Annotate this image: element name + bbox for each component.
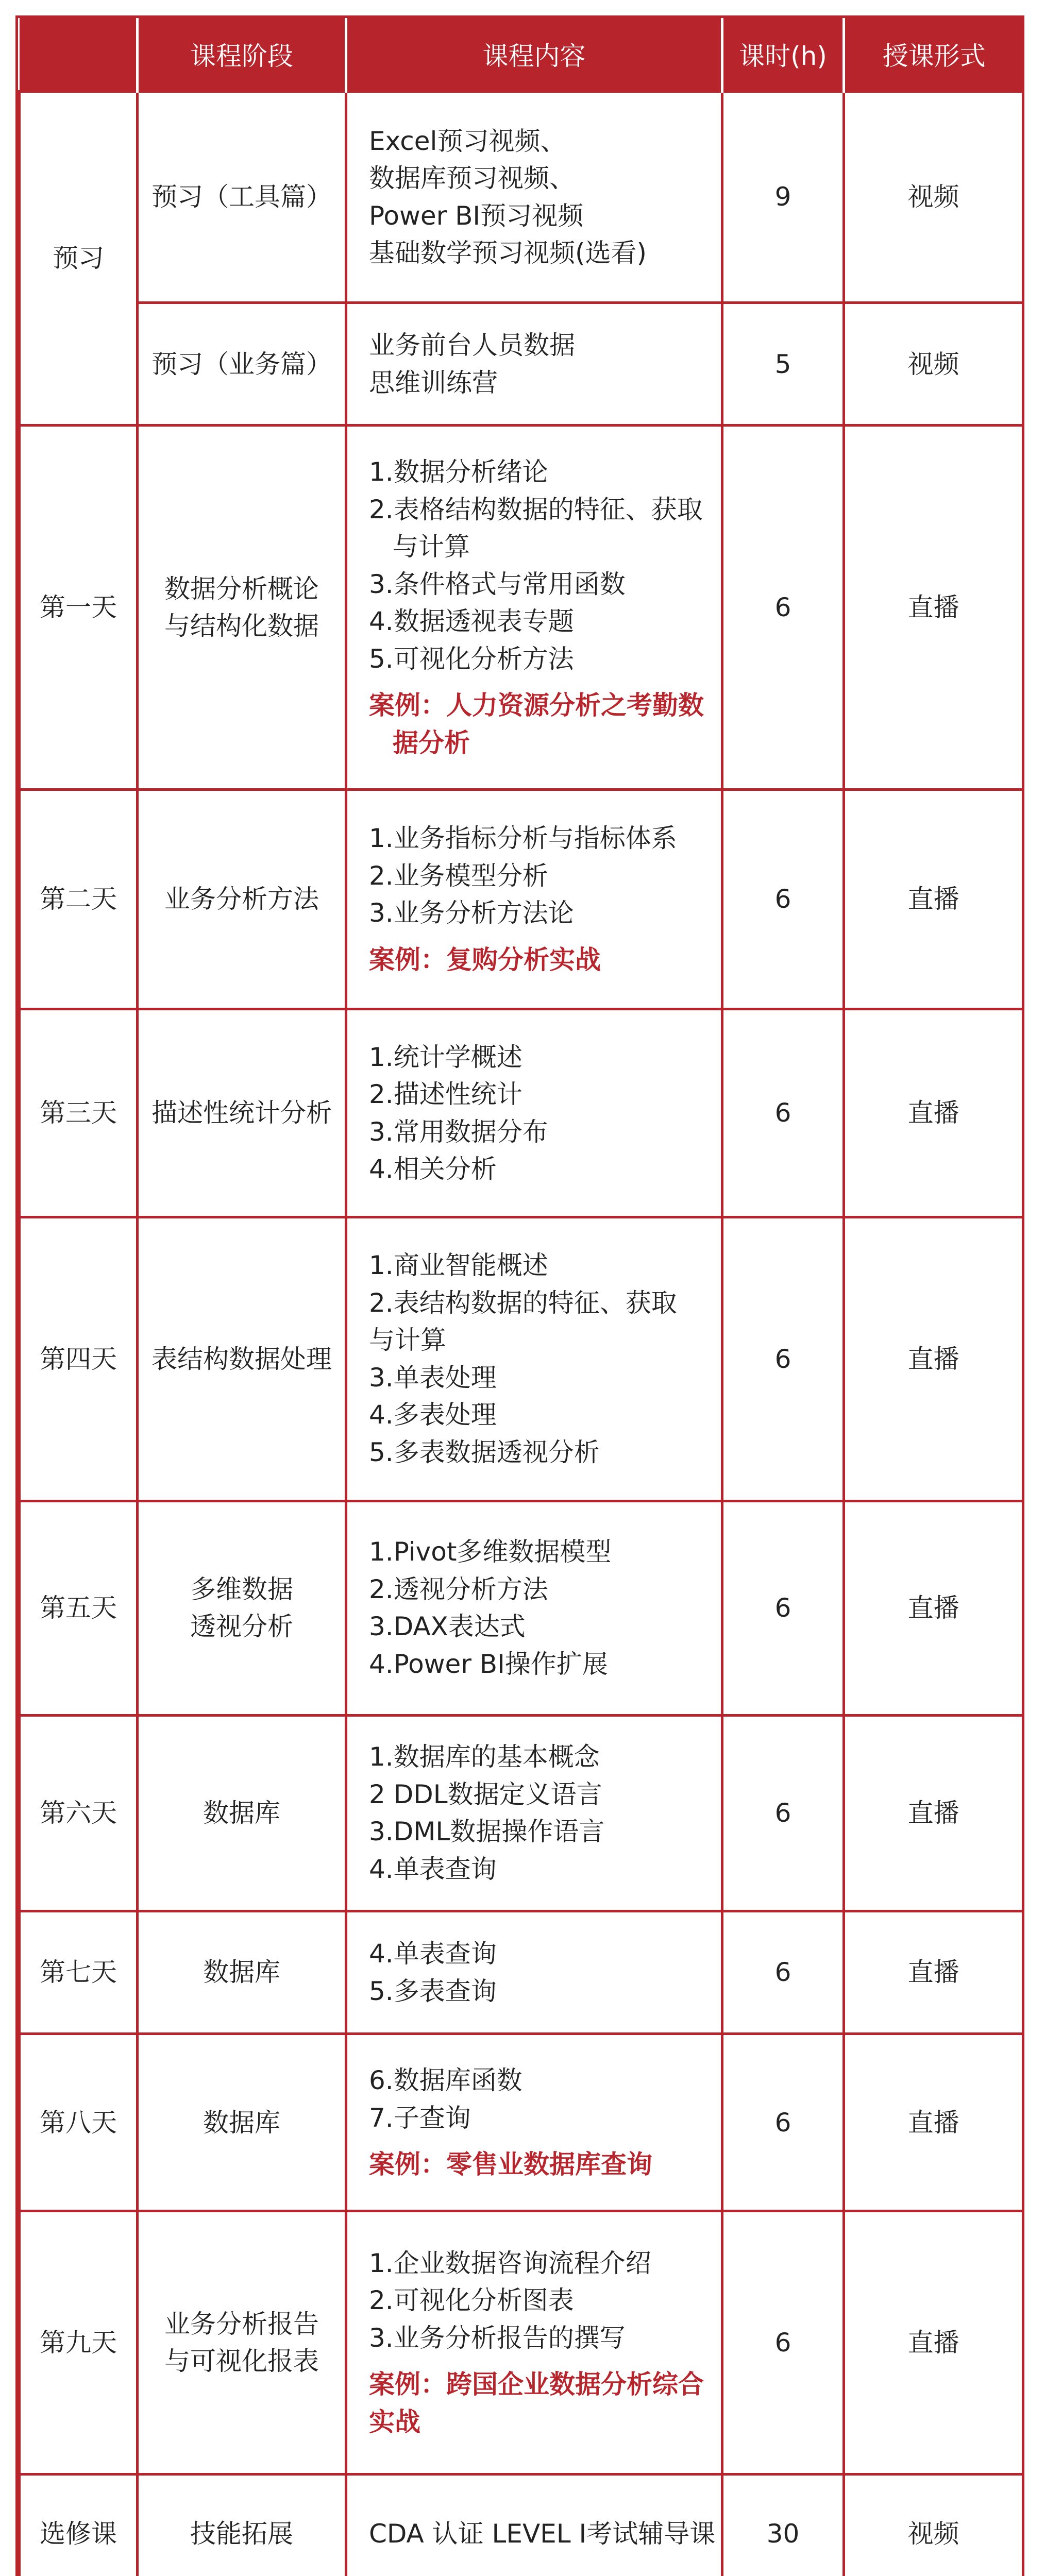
table-row bbox=[20, 789, 1023, 1009]
course-schedule bbox=[15, 15, 1024, 2576]
content-cell bbox=[346, 2034, 722, 2211]
content-line: 2.表格结构数据的特征、获取 bbox=[369, 494, 703, 524]
content-line: 2.透视分析方法 bbox=[369, 1574, 548, 1604]
day-cell: 第二天 bbox=[20, 789, 138, 1009]
content-cell bbox=[346, 1009, 722, 1217]
stage-cell bbox=[138, 1501, 346, 1715]
content-line: 1.业务指标分析与指标体系 bbox=[369, 823, 677, 854]
case-study bbox=[369, 687, 714, 761]
content-line: 4.Power BI操作扩展 bbox=[369, 1649, 608, 1679]
content-line: 2.表结构数据的特征、获取 bbox=[369, 1287, 677, 1318]
stage-cell: 预习（业务篇） bbox=[138, 303, 346, 426]
table-row bbox=[20, 1009, 1023, 1217]
hours-cell: 30 bbox=[722, 2474, 844, 2576]
stage-cell: 描述性统计分析 bbox=[138, 1009, 346, 1217]
day-cell: 第八天 bbox=[20, 2034, 138, 2211]
hours-cell: 5 bbox=[722, 303, 844, 426]
table-row bbox=[20, 2211, 1023, 2474]
format-cell: 视频 bbox=[844, 2474, 1023, 2576]
case-line: 案例：零售业数据库查询 bbox=[369, 2149, 652, 2180]
day-cell: 选修课 bbox=[20, 2474, 138, 2576]
content-line: 1.Pivot多维数据模型 bbox=[369, 1537, 612, 1567]
content-line: 1.数据分析绪论 bbox=[369, 457, 548, 487]
content-line: 基础数学预习视频(选看) bbox=[369, 238, 647, 268]
header-hours: 课时(h) bbox=[722, 18, 844, 92]
format-cell: 直播 bbox=[844, 789, 1023, 1009]
format-cell: 直播 bbox=[844, 2211, 1023, 2474]
hours-cell: 6 bbox=[722, 1009, 844, 1217]
content-line: 3.DAX表达式 bbox=[369, 1612, 526, 1642]
content-line: 3.常用数据分布 bbox=[369, 1116, 548, 1147]
table-row bbox=[20, 1217, 1023, 1501]
table-row bbox=[20, 1911, 1023, 2034]
stage-cell: 业务分析方法 bbox=[138, 789, 346, 1009]
content-line: Excel预习视频、 bbox=[369, 126, 566, 156]
stage-cell: 数据库 bbox=[138, 1715, 346, 1911]
table-row bbox=[20, 2474, 1023, 2576]
day-cell: 第七天 bbox=[20, 1911, 138, 2034]
header-stage: 课程阶段 bbox=[138, 18, 346, 92]
hours-cell: 6 bbox=[722, 1715, 844, 1911]
hours-cell: 6 bbox=[722, 426, 844, 789]
content-cell bbox=[346, 789, 722, 1009]
case-line: 案例：跨国企业数据分析综合 bbox=[369, 2369, 704, 2400]
content-line: CDA 认证 LEVEL I考试辅导课 bbox=[369, 2519, 716, 2549]
content-line: 6.数据库函数 bbox=[369, 2065, 522, 2096]
table-row bbox=[20, 426, 1023, 789]
hours-cell: 6 bbox=[722, 1501, 844, 1715]
hours-cell: 6 bbox=[722, 1911, 844, 2034]
header-row bbox=[20, 18, 1023, 92]
day-cell: 第一天 bbox=[20, 426, 138, 789]
content-line: 1.企业数据咨询流程介绍 bbox=[369, 2248, 651, 2278]
hours-cell: 6 bbox=[722, 789, 844, 1009]
format-cell: 直播 bbox=[844, 1911, 1023, 2034]
content-line: 2.可视化分析图表 bbox=[369, 2285, 574, 2316]
content-line: 3.条件格式与常用函数 bbox=[369, 569, 626, 599]
content-line: 4.相关分析 bbox=[369, 1154, 497, 1184]
header-content: 课程内容 bbox=[346, 18, 722, 92]
content-line: 思维训练营 bbox=[369, 367, 498, 398]
day-cell: 第五天 bbox=[20, 1501, 138, 1715]
course-table bbox=[18, 18, 1024, 2576]
case-study bbox=[369, 941, 714, 979]
content-line: 与计算 bbox=[369, 1325, 446, 1355]
stage-line: 与结构化数据 bbox=[164, 611, 319, 641]
content-line: 4.数据透视表专题 bbox=[369, 606, 574, 637]
case-line: 据分析 bbox=[393, 727, 470, 758]
case-line: 实战 bbox=[369, 2406, 420, 2437]
content-line: 2 DDL数据定义语言 bbox=[369, 1779, 602, 1809]
stage-line: 数据分析概论 bbox=[164, 573, 319, 604]
format-cell: 直播 bbox=[844, 426, 1023, 789]
stage-cell: 数据库 bbox=[138, 2034, 346, 2211]
content-line: 5.多表数据透视分析 bbox=[369, 1437, 600, 1467]
header-day bbox=[20, 18, 138, 92]
table-row bbox=[20, 303, 1023, 426]
content-cell bbox=[346, 1217, 722, 1501]
format-cell: 直播 bbox=[844, 1009, 1023, 1217]
format-cell: 直播 bbox=[844, 1217, 1023, 1501]
content-line: 5.多表查询 bbox=[369, 1976, 497, 2006]
format-cell: 直播 bbox=[844, 1715, 1023, 1911]
case-study bbox=[369, 2366, 714, 2441]
day-cell: 预习 bbox=[20, 92, 138, 426]
stage-line: 业务分析报告 bbox=[164, 2309, 319, 2339]
stage-line: 与可视化报表 bbox=[164, 2346, 319, 2377]
content-line: 数据库预习视频、 bbox=[369, 163, 575, 194]
content-line: 7.子查询 bbox=[369, 2103, 471, 2133]
content-line: Power BI预习视频 bbox=[369, 200, 584, 231]
content-line: 5.可视化分析方法 bbox=[369, 643, 574, 674]
stage-cell: 数据库 bbox=[138, 1911, 346, 2034]
content-cell bbox=[346, 1715, 722, 1911]
hours-cell: 9 bbox=[722, 92, 844, 303]
content-cell bbox=[346, 92, 722, 303]
case-line: 案例：人力资源分析之考勤数 bbox=[369, 690, 704, 721]
content-line: 1.统计学概述 bbox=[369, 1042, 522, 1072]
content-line: 1.数据库的基本概念 bbox=[369, 1742, 600, 1772]
hours-cell: 6 bbox=[722, 2211, 844, 2474]
content-cell bbox=[346, 2474, 722, 2576]
stage-cell: 预习（工具篇） bbox=[138, 92, 346, 303]
stage-cell bbox=[138, 2211, 346, 2474]
stage-line: 多维数据 bbox=[190, 1574, 293, 1604]
content-line: 4.单表查询 bbox=[369, 1939, 497, 1969]
day-cell: 第九天 bbox=[20, 2211, 138, 2474]
content-line: 1.商业智能概述 bbox=[369, 1250, 548, 1281]
content-line: 2.业务模型分析 bbox=[369, 860, 548, 891]
stage-line: 透视分析 bbox=[190, 1612, 293, 1642]
hours-cell: 6 bbox=[722, 1217, 844, 1501]
case-line: 案例：复购分析实战 bbox=[369, 944, 601, 975]
content-line: 4.单表查询 bbox=[369, 1854, 497, 1884]
format-cell: 直播 bbox=[844, 2034, 1023, 2211]
content-cell bbox=[346, 2211, 722, 2474]
content-line: 3.业务分析方法论 bbox=[369, 898, 574, 928]
content-cell bbox=[346, 1911, 722, 2034]
day-cell: 第三天 bbox=[20, 1009, 138, 1217]
table-row bbox=[20, 1715, 1023, 1911]
format-cell: 直播 bbox=[844, 1501, 1023, 1715]
hours-cell: 6 bbox=[722, 2034, 844, 2211]
content-line: 与计算 bbox=[393, 532, 470, 562]
content-line: 3.业务分析报告的撰写 bbox=[369, 2323, 626, 2353]
format-cell: 视频 bbox=[844, 303, 1023, 426]
stage-cell bbox=[138, 426, 346, 789]
day-cell: 第四天 bbox=[20, 1217, 138, 1501]
content-line: 3.单表处理 bbox=[369, 1362, 497, 1393]
stage-cell: 表结构数据处理 bbox=[138, 1217, 346, 1501]
content-cell bbox=[346, 1501, 722, 1715]
content-line: 4.多表处理 bbox=[369, 1400, 497, 1430]
content-line: 业务前台人员数据 bbox=[369, 330, 575, 361]
format-cell: 视频 bbox=[844, 92, 1023, 303]
content-cell bbox=[346, 303, 722, 426]
table-row bbox=[20, 92, 1023, 303]
table-row bbox=[20, 2034, 1023, 2211]
case-study bbox=[369, 2146, 714, 2183]
header-format: 授课形式 bbox=[844, 18, 1023, 92]
stage-cell: 技能拓展 bbox=[138, 2474, 346, 2576]
day-cell: 第六天 bbox=[20, 1715, 138, 1911]
content-line: 3.DML数据操作语言 bbox=[369, 1817, 605, 1847]
table-row bbox=[20, 1501, 1023, 1715]
content-cell bbox=[346, 426, 722, 789]
content-line: 2.描述性统计 bbox=[369, 1079, 522, 1110]
